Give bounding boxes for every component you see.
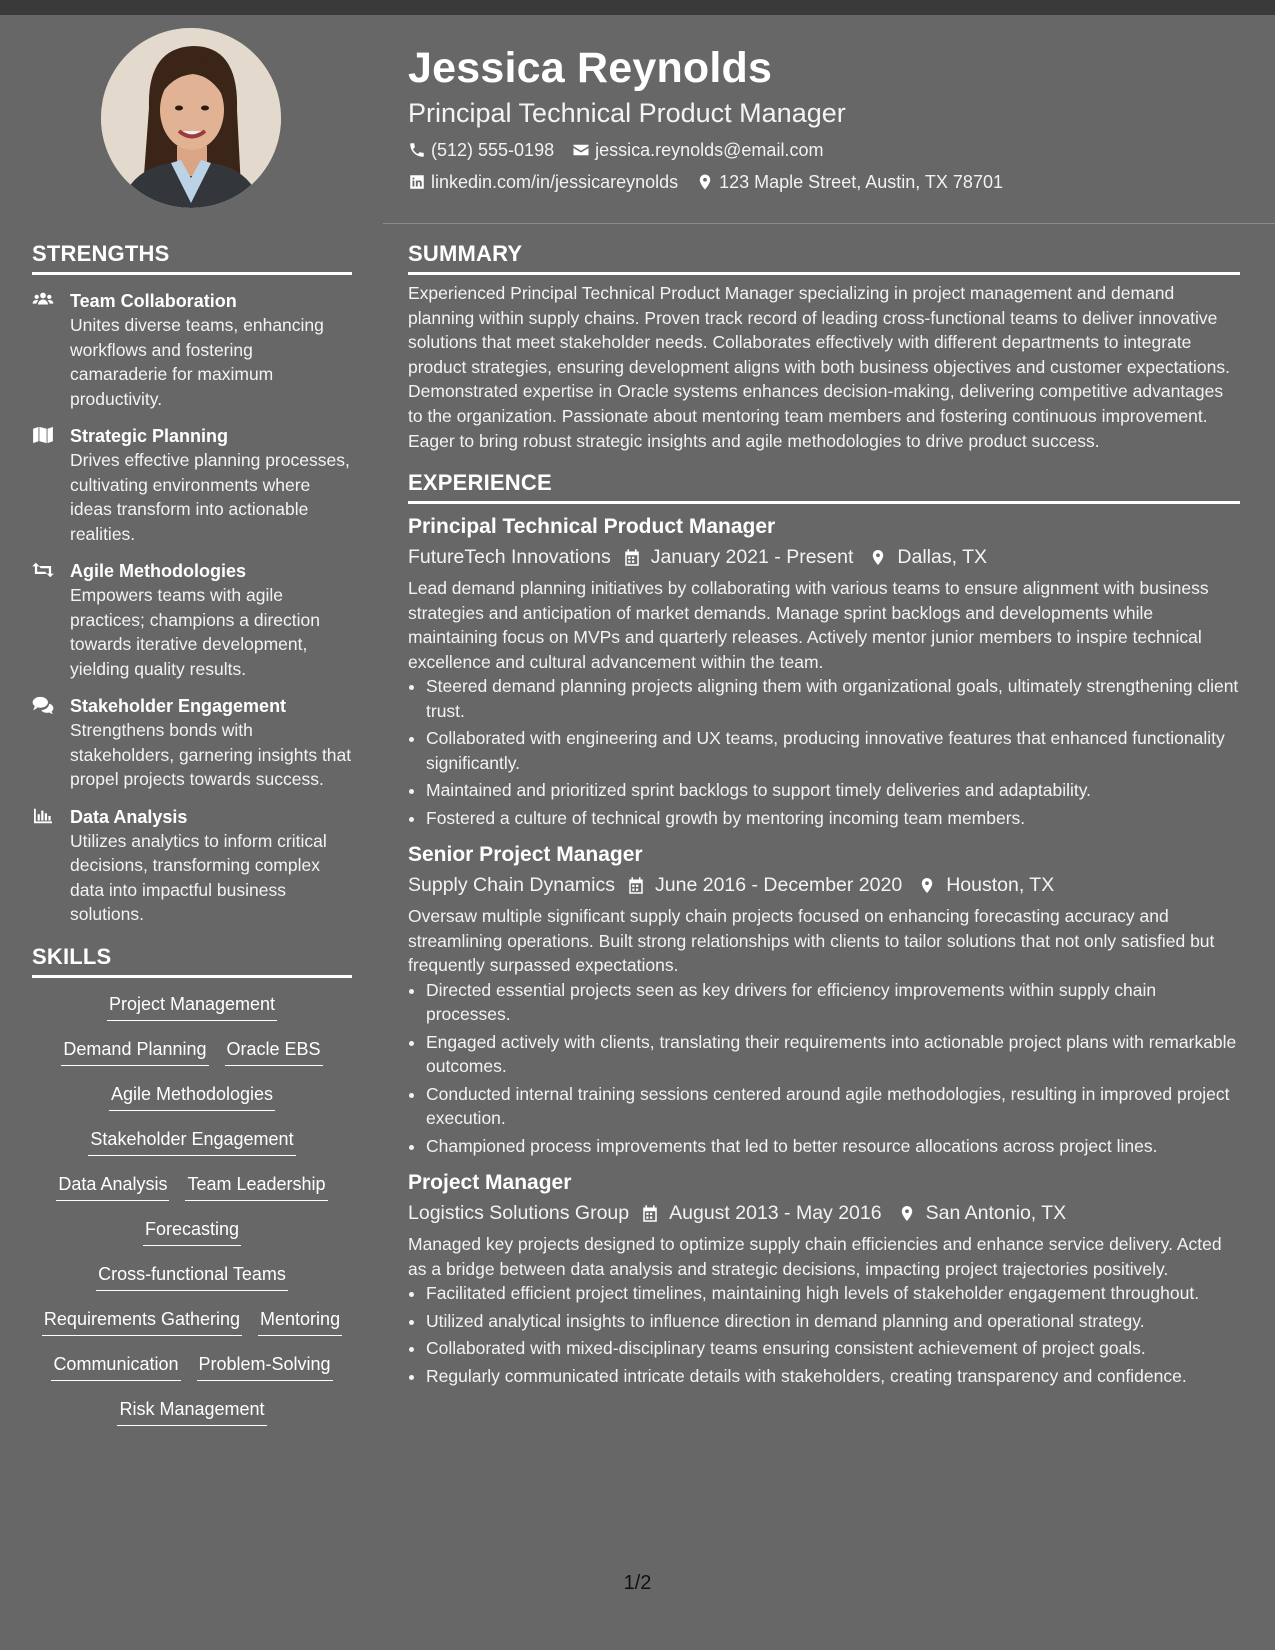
job-dates: January 2021 - Present	[650, 546, 854, 569]
linkedin-icon	[408, 173, 426, 191]
phone-icon	[408, 141, 426, 159]
skill-row	[32, 1307, 352, 1336]
job-bullet: • Conducted internal training sessions centered around agile methodologies, resulting in improved project execution.	[426, 1082, 1240, 1131]
strength-title: Stakeholder Engagement	[70, 696, 287, 716]
strengths-heading: STRENGTHS	[32, 241, 170, 266]
skill-row	[32, 1037, 352, 1066]
retweet-icon	[32, 561, 54, 579]
contact-row-1	[408, 138, 1248, 162]
users-icon	[32, 291, 54, 309]
job-entry	[408, 840, 1240, 1158]
skill-row	[32, 1352, 352, 1381]
strength-desc: Utilizes analytics to inform critical decisions, transforming complex data into impactful business solutions.	[70, 830, 327, 924]
profile-photo	[101, 28, 281, 208]
skill-row	[32, 992, 352, 1021]
linkedin-contact[interactable]	[408, 170, 678, 194]
left-column	[32, 240, 352, 1442]
skill-row	[32, 1082, 352, 1111]
skill-tag: Oracle EBS	[225, 1037, 323, 1066]
experience-rule	[408, 501, 1240, 504]
page-number: 1/2	[623, 1572, 652, 1594]
calendar-icon	[627, 876, 645, 895]
job-company: Supply Chain Dynamics	[408, 874, 616, 897]
job-meta	[408, 871, 1240, 899]
strength-title: Strategic Planning	[70, 426, 229, 446]
bar-chart-icon	[32, 807, 54, 825]
skill-tag: Requirements Gathering	[42, 1307, 242, 1336]
job-bullet: • Steered demand planning projects aligning them with organizational goals, ultimately strengthening client trust.	[426, 674, 1240, 723]
job-entry	[408, 512, 1240, 830]
job-description: Lead demand planning initiatives by collaborating with various teams to ensure alignment with business strategies and anticipation of market demands. Manage sprint backlogs and developments while maintaining focus on MVPs and quarterly releases. Actively mentor junior members to inspire technical excellence and cultural advancement within the team.	[408, 578, 1209, 672]
skill-row	[32, 1172, 352, 1201]
summary-text: Experienced Principal Technical Product Manager specializing in project management and demand planning within supply chains. Proven track record of leading cross-functional teams to deliver innovative solutions that meet stakeholder needs. Collaborates effectively with different departments to integrate product strategies, ensuring development aligns with both business objectives and customer expectations. Demonstrated expertise in Oracle systems enhances decision-making, delivering competitive advantages to the organization. Passionate about mentoring team members and fostering continuous improvement. Eager to bring robust strategic insights and agile methodologies to drive product success.	[408, 283, 1230, 451]
phone-contact[interactable]	[408, 138, 554, 162]
skills-heading: SKILLS	[32, 943, 112, 969]
job-bullet: • Regularly communicated intricate details with stakeholders, creating transparency and confidence.	[426, 1364, 1240, 1389]
skill-row	[32, 1397, 352, 1426]
linkedin-text: linkedin.com/in/jessicareynolds	[431, 172, 679, 192]
strength-item	[32, 694, 352, 792]
skill-row	[32, 1217, 352, 1246]
skill-tag: Mentoring	[258, 1307, 342, 1336]
skill-tag: Data Analysis	[56, 1172, 169, 1201]
skill-tag: Problem-Solving	[197, 1352, 333, 1381]
job-title: Principal Technical Product Manager	[408, 515, 776, 539]
summary-rule	[408, 272, 1240, 275]
job-bullet: • Maintained and prioritized sprint backlogs to support timely deliveries and adaptability.	[426, 778, 1240, 803]
strength-title: Team Collaboration	[70, 291, 237, 311]
job-company: Logistics Solutions Group	[408, 1202, 630, 1225]
email-text: jessica.reynolds@email.com	[595, 140, 824, 160]
skill-tag: Stakeholder Engagement	[88, 1127, 295, 1156]
job-bullets	[408, 674, 1240, 830]
map-icon	[32, 426, 54, 444]
map-marker-icon	[898, 1204, 916, 1223]
job-bullet: • Engaged actively with clients, translating their requirements into actionable project plans with remarkable outcomes.	[426, 1030, 1240, 1079]
comments-icon	[32, 696, 54, 714]
job-entry	[408, 1168, 1240, 1388]
skill-tag: Cross-functional Teams	[96, 1262, 288, 1291]
strength-item	[32, 424, 352, 546]
resume-header	[408, 40, 1248, 194]
map-marker-icon	[869, 548, 887, 567]
header-divider	[383, 223, 1275, 224]
strengths-list	[32, 289, 352, 927]
job-meta	[408, 543, 1240, 571]
strengths-rule	[32, 272, 352, 275]
address-text: 123 Maple Street, Austin, TX 78701	[719, 172, 1003, 192]
job-bullet: • Collaborated with engineering and UX teams, producing innovative features that enhanced functionality significantly.	[426, 726, 1240, 775]
strength-title: Data Analysis	[70, 806, 188, 827]
job-title: Senior Project Manager	[408, 843, 643, 867]
calendar-icon	[623, 548, 641, 567]
candidate-title: Principal Technical Product Manager	[408, 98, 846, 128]
strength-item	[32, 805, 352, 927]
skill-tag: Demand Planning	[61, 1037, 208, 1066]
skill-row	[32, 1262, 352, 1291]
job-bullets	[408, 978, 1240, 1159]
address-contact	[696, 170, 1003, 194]
map-marker-icon	[696, 173, 714, 191]
skill-tag: Risk Management	[117, 1397, 266, 1426]
phone-text: (512) 555-0198	[431, 140, 555, 160]
job-description: Oversaw multiple significant supply chain projects focused on enhancing forecasting accuracy and streamlining operations. Built strong relationships with clients to tailor solutions that not only satisfied but frequently surpassed expectations.	[408, 906, 1215, 976]
strength-title: Agile Methodologies	[70, 561, 247, 581]
strength-desc: Strengthens bonds with stakeholders, garnering insights that propel projects towards success.	[70, 720, 352, 789]
skills-rule	[32, 975, 352, 978]
skill-tag: Agile Methodologies	[109, 1082, 275, 1111]
envelope-icon	[572, 141, 590, 159]
job-meta	[408, 1199, 1240, 1227]
skill-row	[32, 1127, 352, 1156]
skill-tag: Communication	[51, 1352, 180, 1381]
skill-tag: Project Management	[107, 992, 277, 1021]
strength-item	[32, 559, 352, 681]
job-location: Dallas, TX	[897, 546, 987, 569]
contact-row-2	[408, 170, 1248, 194]
calendar-icon	[641, 1204, 659, 1223]
job-dates: June 2016 - December 2020	[655, 874, 903, 897]
skill-tag: Team Leadership	[185, 1172, 327, 1201]
job-company: FutureTech Innovations	[408, 546, 611, 569]
job-bullet: • Facilitated efficient project timelines, maintaining high levels of stakeholder engagement throughout.	[426, 1281, 1240, 1306]
job-title: Project Manager	[408, 1171, 572, 1195]
job-location: San Antonio, TX	[925, 1202, 1067, 1225]
job-description: Managed key projects designed to optimize supply chain efficiencies and enhance service delivery. Acted as a bridge between data analysis and strategic decisions, impacting project trajectories positively.	[408, 1234, 1222, 1279]
candidate-name: Jessica Reynolds	[408, 44, 773, 92]
skill-tag: Forecasting	[143, 1217, 241, 1246]
map-marker-icon	[918, 876, 936, 895]
top-bar	[0, 0, 1275, 15]
job-bullet: • Championed process improvements that led to better resource allocations across project lines.	[426, 1134, 1240, 1159]
skills-list	[32, 992, 352, 1426]
right-column	[408, 240, 1240, 1391]
email-contact[interactable]	[572, 138, 823, 162]
job-bullets	[408, 1281, 1240, 1388]
strength-item	[32, 289, 352, 411]
experience-heading: EXPERIENCE	[408, 470, 552, 496]
strength-desc: Empowers teams with agile practices; champions a direction towards iterative development, yielding quality results.	[70, 585, 320, 679]
job-dates: August 2013 - May 2016	[669, 1202, 882, 1225]
summary-heading: SUMMARY	[408, 241, 523, 266]
job-bullet: • Utilized analytical insights to influence direction in demand planning and operational strategy.	[426, 1309, 1240, 1334]
job-location: Houston, TX	[946, 874, 1055, 897]
job-bullet: • Fostered a culture of technical growth by mentoring incoming team members.	[426, 806, 1240, 831]
job-bullet: • Collaborated with mixed-disciplinary teams ensuring consistent achievement of project goals.	[426, 1336, 1240, 1361]
strength-desc: Drives effective planning processes, cultivating environments where ideas transform into actionable realities.	[70, 450, 350, 544]
strength-desc: Unites diverse teams, enhancing workflows and fostering camaraderie for maximum productivity.	[70, 315, 324, 409]
job-bullet: • Directed essential projects seen as key drivers for efficiency improvements within supply chain processes.	[426, 978, 1240, 1027]
